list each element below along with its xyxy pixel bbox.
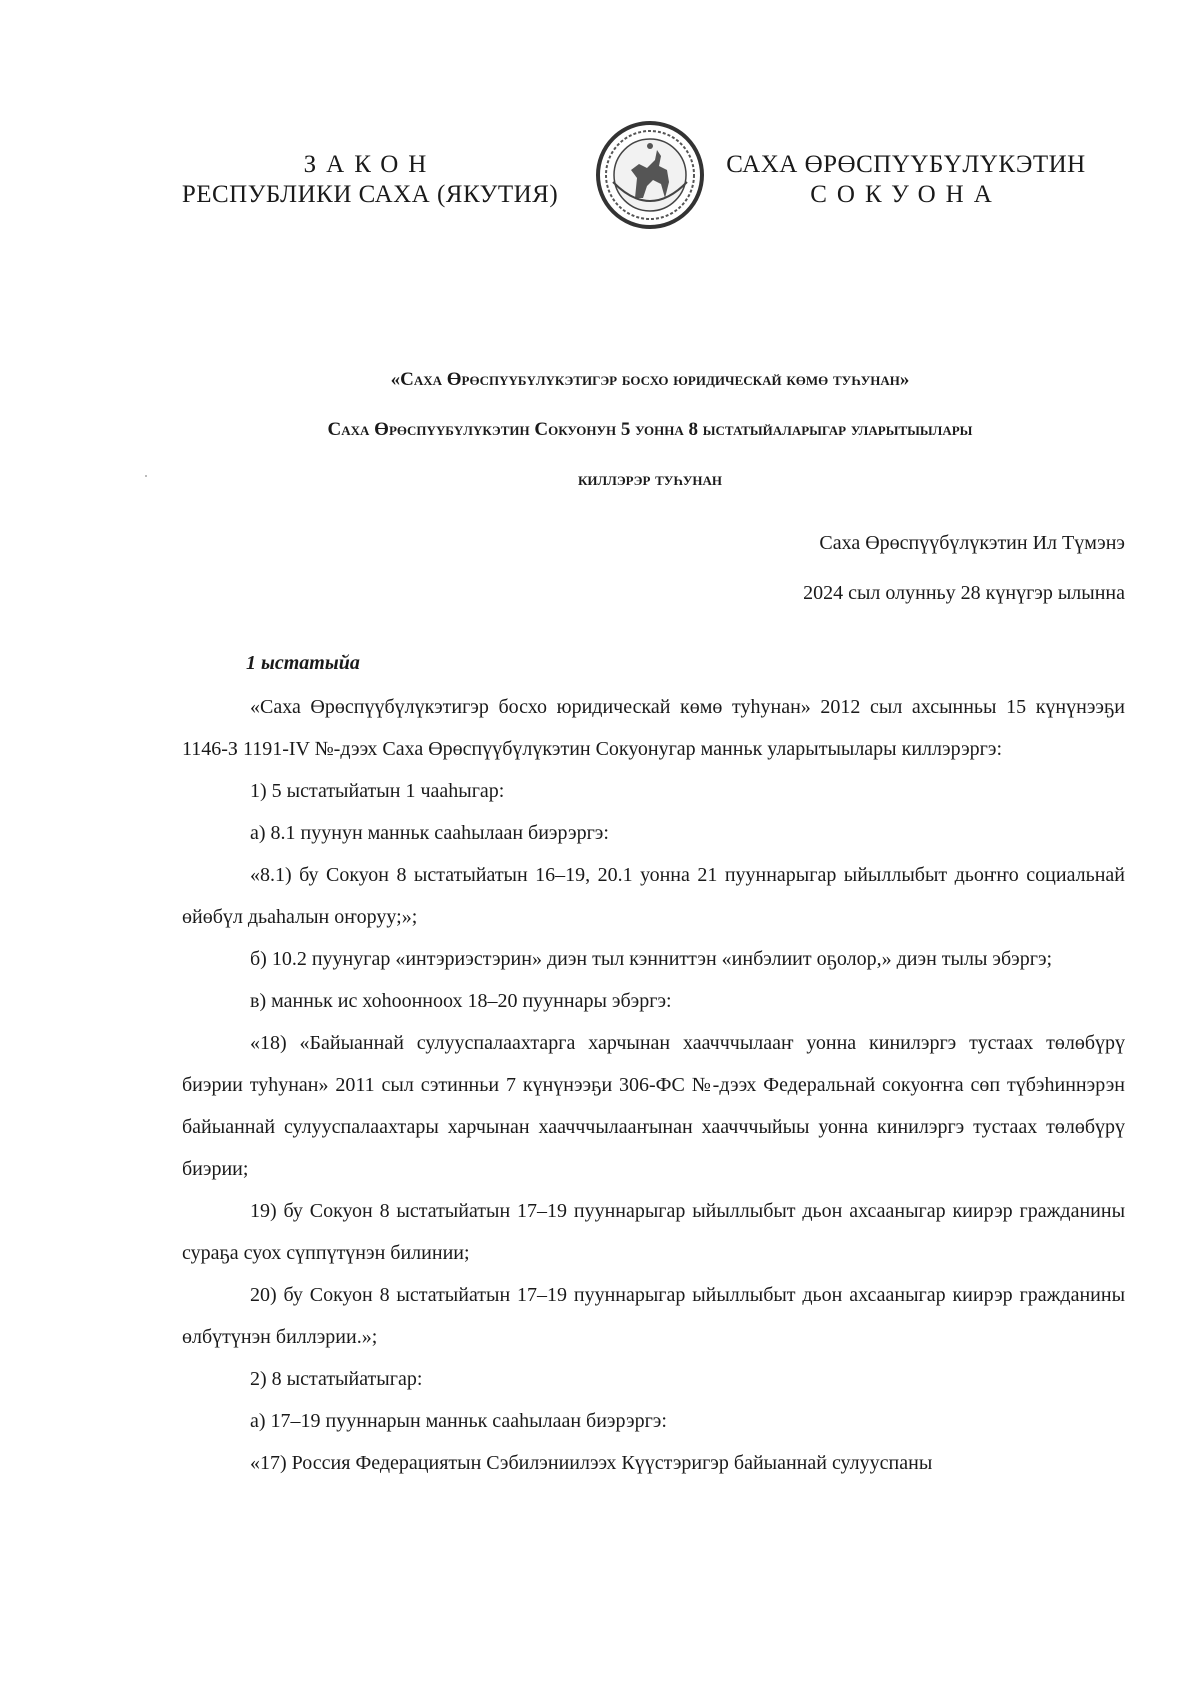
law-title-line1: «Саха Өрөспүүбүлүкэтигэр босхо юридическай көмө туһунан»: [390, 369, 910, 390]
paragraph: а) 17–19 пууннарын манньк сааһылаан биэрэргэ:: [250, 1410, 667, 1432]
header-left-line1: ЗАКОН: [303, 151, 437, 178]
adoption-block: [803, 518, 1125, 618]
paragraph: 20) бу Сокуон 8 ыстатыйатын 17–19 пууннарыгар ыйыллыбыт дьон ахсааныгар киирэр гражданины өлбүтүнэн биллэрии.»;: [182, 1284, 1125, 1348]
header-left-block: [160, 150, 580, 210]
paragraph: 2) 8 ыстатыйатыгар:: [250, 1368, 423, 1390]
law-title-line2: Саха Өрөспүүбүлүкэтин Сокуонун 5 уонна 8 ыстатыйаларыгар уларытыылары: [327, 419, 973, 440]
paragraph: 1) 5 ыстатыйатын 1 чааһыгар:: [250, 780, 505, 802]
paragraph: «18) «Байыаннай сулууспалаахтарга харчынан хаачччылааҥ уонна кинилэргэ тустаах төлөбүрү биэрии туһунан» 2011 сыл сэтинньи 7 күнүнээҕи 306-ФС №-дээх Федеральнай сокуоҥҥа сөп түбэһиннэрэн байыаннай сулууспалаахтары харчынан хаачччылааҥынан хаачччыйыы уонна кинилэргэ тустаах төлөбүрү биэрии;: [182, 1032, 1125, 1180]
paragraph: а) 8.1 пуунун манньк сааһылаан биэрэргэ:: [250, 822, 609, 844]
paragraph: 19) бу Сокуон 8 ыстатыйатын 17–19 пууннарыгар ыйыллыбыт дьон ахсааныгар киирэр гражданины сураҕа суох сүппүтүнэн билинии;: [182, 1200, 1125, 1264]
adoption-body: Саха Өрөспүүбүлүкэтин Ил Түмэнэ: [819, 532, 1125, 554]
paragraph: б) 10.2 пуунугар «интэриэстэрин» диэн тыл кэнниттэн «инбэлиит оҕолор,» диэн тылы эбэргэ;: [250, 948, 1053, 970]
header-right-line1: САХА ӨРӨСПҮҮБҮЛҮКЭТИН: [726, 151, 1086, 178]
adoption-date: 2024 сыл олунньу 28 күнүгэр ылынна: [803, 582, 1125, 604]
article-heading: 1 ыстатыйа: [246, 652, 360, 674]
header-right-block: [716, 150, 1096, 210]
header-left-line2: РЕСПУБЛИКИ САХА (ЯКУТИЯ): [181, 181, 559, 208]
law-title: [130, 355, 1170, 505]
header-right-line2: СОКУОНА: [810, 181, 1002, 208]
law-title-line3: киллэрэр туһунан: [577, 469, 723, 490]
coat-of-arms-emblem-icon: [595, 120, 705, 230]
article-body: [182, 642, 1125, 1484]
paragraph: в) манньк ис хоһоонноох 18–20 пууннары эбэргэ:: [250, 990, 672, 1012]
paragraph: «17) Россия Федерациятын Сэбилэниилээх Күүстэригэр байыаннай сулууспаны: [250, 1452, 933, 1474]
paragraph: «Саха Өрөспүүбүлүкэтигэр босхо юридическай көмө туһунан» 2012 сыл ахсынньы 15 күнүнээҕи 1146-З 1191-IV №-дээх Саха Өрөспүүбүлүкэтин Сокуонугар манньк уларытыылары киллэрэргэ:: [182, 696, 1125, 760]
paragraph: «8.1) бу Сокуон 8 ыстатыйатын 16–19, 20.1 уонна 21 пууннарыгар ыйыллыбыт дьоҥҥо социальнай өйөбүл дьаһалын оҥоруу;»;: [182, 864, 1125, 928]
